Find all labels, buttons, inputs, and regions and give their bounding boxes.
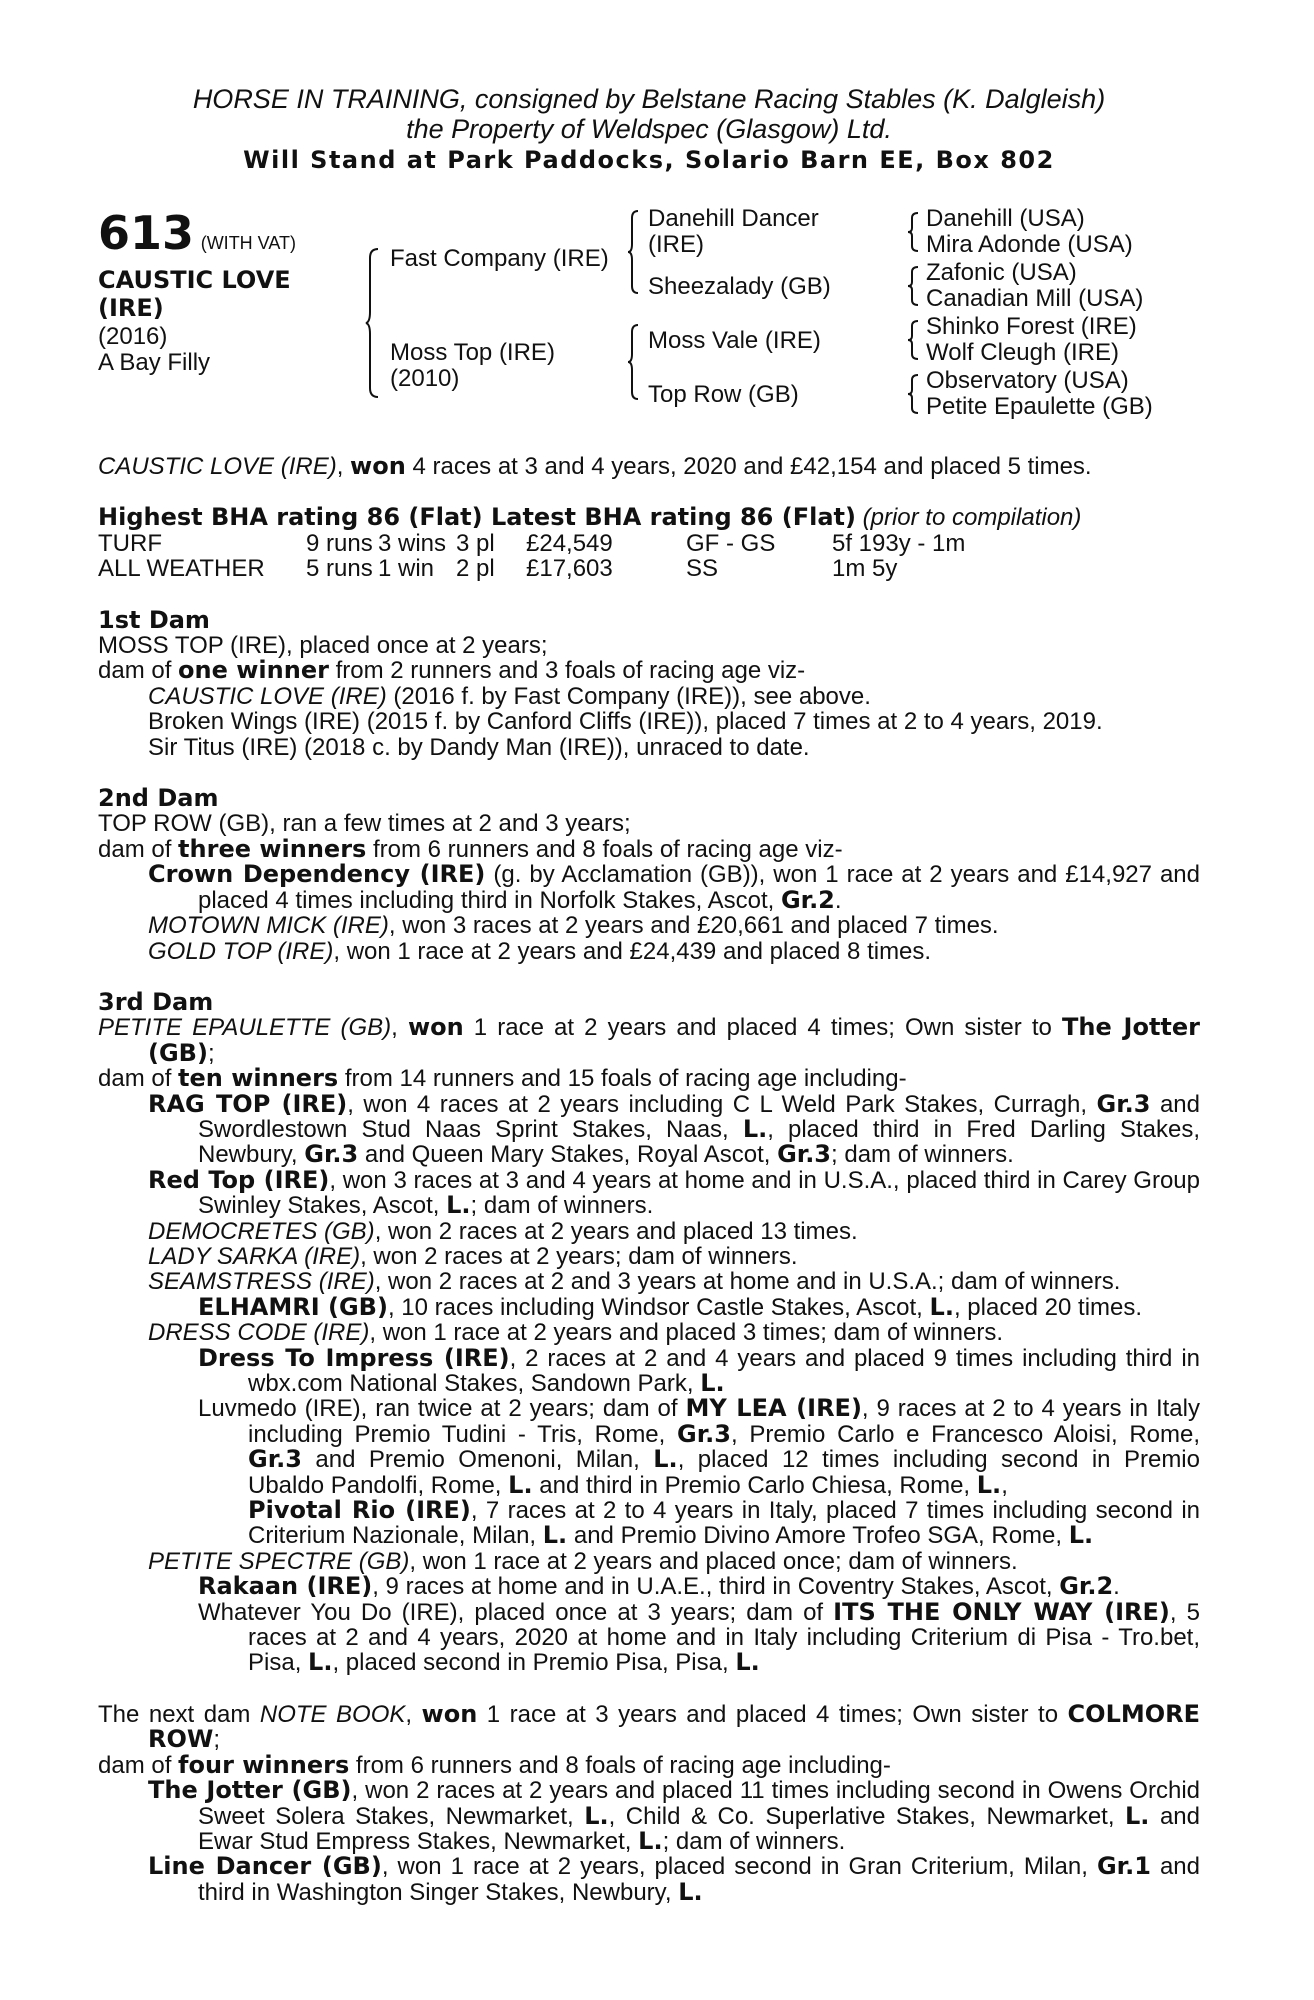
- third-dam-heading: 3rd Dam: [98, 987, 214, 1016]
- first-dam-section: 1st Dam MOSS TOP (IRE), placed once at 2 years; dam of one winner from 2 runners and 3 foals of racing age viz- CAUSTIC LOVE (IRE) (2016 f. by Fast Company (IRE)), see above. Broken Wings (IRE) (2015 f. by Canford Cliffs (IRE)), placed 7 times at 2 to 4 years, 2019. Sir Titus (IRE) (2018 c. by Dandy Man (IRE)), unraced to date.: [98, 608, 1200, 760]
- sire-sire-suffix: (IRE): [648, 231, 704, 258]
- progeny-item: CAUSTIC LOVE (IRE) (2016 f. by Fast Company (IRE)), see above.: [148, 682, 871, 710]
- lot-heading: [98, 208, 296, 258]
- dam-year: (2010): [390, 365, 460, 392]
- record-dist: 1m 5y: [832, 555, 898, 583]
- horse-name: CAUSTIC LOVE: [98, 266, 291, 294]
- progeny-item: RAG TOP (IRE), won 4 races at 2 years including C L Weld Park Stakes, Curragh, Gr.3 and Swordlestown Stud Naas Sprint Stakes, Naas, L., placed third in Fred Darling Stakes, Newbury, Gr.3 and Queen Mary Stakes, Royal Ascot, Gr.3; dam of winners.: [148, 1089, 1200, 1169]
- record-dist: 5f 193y - 1m: [832, 529, 966, 557]
- gen3-dam-sire-dam: Wolf Cleugh (IRE): [926, 339, 1119, 366]
- pedigree-brace-sire: [628, 210, 640, 294]
- record-pl: 2 pl: [456, 555, 495, 583]
- progeny-item: Luvmedo (IRE), ran twice at 2 years; dam of MY LEA (IRE), 9 races at 2 to 4 years in Italy including Premio Tudini - Tris, Rome, Gr.3, Premio Carlo e Francesco Aloisi, Rome, Gr.3 and Premio Omenoni, Milan, L., placed 12 times including second in Premio Ubaldo Pandolfi, Rome, L. and third in Premio Carlo Chiesa, Rome, L., Pivotal Rio (IRE), 7 races at 2 to 4 years in Italy, placed 7 times including second in Criterium Nazionale, Milan, L. and Premio Divino Amore Trofeo SGA, Rome, L.: [198, 1394, 1200, 1550]
- progeny-item: Broken Wings (IRE) (2015 f. by Canford Cliffs (IRE)), placed 7 times at 2 to 4 years, 2019.: [148, 708, 1103, 736]
- record-wins: 3 wins: [378, 529, 447, 557]
- record-surface: ALL WEATHER: [98, 555, 265, 583]
- race-record-table: [98, 531, 972, 582]
- pedigree-block: [98, 206, 1200, 454]
- gen3-dam-dam-dam: Petite Epaulette (GB): [926, 393, 1153, 420]
- record-wins: 1 win: [378, 555, 435, 583]
- sire-name: Fast Company (IRE): [390, 245, 609, 272]
- progeny-item: MOTOWN MICK (IRE), won 3 races at 2 years and £20,661 and placed 7 times.: [148, 912, 999, 940]
- gen3-sire-sire-sire: Danehill (USA): [926, 205, 1085, 232]
- gen3-dam-sire-sire: Shinko Forest (IRE): [926, 313, 1137, 340]
- progeny-item: Rakaan (IRE), 9 races at home and in U.A.E., third in Coventry Stakes, Ascot, Gr.2.: [198, 1572, 1120, 1601]
- record-surface: TURF: [98, 529, 162, 557]
- race-summary: CAUSTIC LOVE (IRE), won 4 races at 3 and 4 years, 2020 and £42,154 and placed 5 times.: [98, 452, 1092, 480]
- record-pl: 3 pl: [456, 529, 495, 557]
- next-dam-section: The next dam NOTE BOOK, won 1 race at 3 years and placed 4 times; Own sister to COLMORE ROW; dam of four winners from 6 runners and 8 foals of racing age including- The Jotter (GB), won 2 races at 2 years and placed 11 times including second in Owens Orchid Sweet Solera Stakes, Newmarket, L., Child & Co. Superlative Stakes, Newmarket, L. and Ewar Stud Empress Stakes, Newmarket, L.; dam of winners. Line Dancer (GB), won 1 race at 2 years, placed second in Gran Criterium, Milan, Gr.1 and third in Washington Singer Stakes, Newbury, L.: [98, 1699, 1201, 1906]
- brace-gen3-b: [908, 266, 920, 306]
- gen3-sire-sire-dam: Mira Adonde (USA): [926, 231, 1133, 258]
- record-runs: 9 runs: [306, 529, 373, 557]
- second-dam-heading: 2nd Dam: [98, 784, 219, 813]
- sire-dam: Sheezalady (GB): [648, 273, 831, 300]
- owner-line: the Property of Weldspec (Glasgow) Ltd.: [406, 114, 892, 144]
- foaling-year: (2016): [98, 323, 168, 350]
- first-dam-heading: 1st Dam: [98, 605, 210, 634]
- bha-rating: Highest BHA rating 86 (Flat) Latest BHA rating 86 (Flat) (prior to compilation): [98, 503, 1082, 532]
- dam-sire: Moss Vale (IRE): [648, 327, 821, 354]
- third-dam-section: 3rd Dam PETITE EPAULETTE (GB), won 1 race at 2 years and placed 4 times; Own sister to The Jotter (GB); dam of ten winners from 14 runners and 15 foals of racing age including- RAG TOP (IRE), won 4 races at 2 years including C L Weld Park Stakes, Curragh, Gr.3 and Swordlestown Stud Naas Sprint Stakes, Naas, L., placed third in Fred Darling Stakes, Newbury, Gr.3 and Queen Mary Stakes, Royal Ascot, Gr.3; dam of winners. Red Top (IRE), won 3 races at 3 and 4 years at home and in U.S.A., placed third in Carey Group Swinley Stakes, Ascot, L.; dam of winners. DEMOCRETES (GB), won 2 races at 2 years and placed 13 times. LADY SARKA (IRE), won 2 races at 2 years; dam of winners. SEAMSTRESS (IRE), won 2 races at 2 and 3 years at home and in U.S.A.; dam of winners. ELHAMRI (GB), 10 races including Windsor Castle Stakes, Ascot, L., placed 20 times. DRESS CODE (IRE), won 1 race at 2 years and placed 3 times; dam of winners. Dress To Impress (IRE), 2 races at 2 and 4 years and placed 9 times including third in wbx.com National Stakes, Sandown Park, L. Luvmedo (IRE), ran twice at 2 years; dam of MY LEA (IRE), 9 races at 2 to 4 years in Italy including Premio Tudini - Tris, Rome, Gr.3, Premio Carlo e Francesco Aloisi, Rome, Gr.3 and Premio Omenoni, Milan, L., placed 12 times including second in Premio Ubaldo Pandolfi, Rome, L. and third in Premio Carlo Chiesa, Rome, L., Pivotal Rio (IRE), 7 races at 2 to 4 years in Italy, placed 7 times including second in Criterium Nazionale, Milan, L. and Premio Divino Amore Trofeo SGA, Rome, L. PETITE SPECTRE (GB), won 1 race at 2 years and placed once; dam of winners. Rakaan (IRE), 9 races at home and in U.A.E., third in Coventry Stakes, Ascot, Gr.2. Whatever You Do (IRE), placed once at 3 years; dam of ITS THE ONLY WAY (IRE), 5 races at 2 and 4 years, 2020 at home and in Italy including Criterium di Pisa - Tro.bet, Pisa, L., placed second in Premio Pisa, Pisa, L.: [98, 987, 1201, 1677]
- record-row: [98, 531, 972, 556]
- vat-note: (WITH VAT): [200, 233, 297, 253]
- progeny-item: Whatever You Do (IRE), placed once at 3 years; dam of ITS THE ONLY WAY (IRE), 5 races at 2 and 4 years, 2020 at home and in Italy including Criterium di Pisa - Tro.bet, Pisa, L., placed second in Premio Pisa, Pisa, L.: [198, 1597, 1200, 1677]
- progeny-item: LADY SARKA (IRE), won 2 races at 2 years; dam of winners.: [148, 1242, 798, 1270]
- record-row: [98, 556, 972, 581]
- gen3-sire-dam-dam: Canadian Mill (USA): [926, 285, 1144, 312]
- sire-sire: Danehill Dancer: [648, 205, 819, 232]
- record-runs: 5 runs: [306, 555, 373, 583]
- gen3-dam-dam-sire: Observatory (USA): [926, 367, 1129, 394]
- record-prize: £24,549: [526, 529, 613, 557]
- pedigree-brace-main: [366, 248, 380, 398]
- record-going: SS: [686, 555, 719, 583]
- progeny-item: Crown Dependency (IRE) (g. by Acclamation (GB)), won 1 race at 2 years and £14,927 and placed 4 times including third in Norfolk Stakes, Ascot, Gr.2.: [148, 860, 1200, 914]
- progeny-item: PETITE SPECTRE (GB), won 1 race at 2 years and placed once; dam of winners.: [148, 1547, 1018, 1575]
- record-prize: £17,603: [526, 555, 613, 583]
- progeny-item: ELHAMRI (GB), 10 races including Windsor Castle Stakes, Ascot, L., placed 20 times.: [198, 1292, 1143, 1321]
- lot-number: 613: [98, 206, 195, 260]
- consignor-line: HORSE IN TRAINING, consigned by Belstane Racing Stables (K. Dalgleish): [192, 84, 1106, 114]
- progeny-item: Red Top (IRE), won 3 races at 3 and 4 years at home and in U.S.A., placed third in Carey Group Swinley Stakes, Ascot, L.; dam of winners.: [148, 1165, 1200, 1220]
- progeny-item: GOLD TOP (IRE), won 1 race at 2 years and £24,439 and placed 8 times.: [148, 937, 932, 965]
- progeny-item: Dress To Impress (IRE), 2 races at 2 and 4 years and placed 9 times including third in wbx.com National Stakes, Sandown Park, L.: [198, 1343, 1200, 1397]
- progeny-item: The Jotter (GB), won 2 races at 2 years and placed 11 times including second in Owens Orchid Sweet Solera Stakes, Newmarket, L., Child & Co. Superlative Stakes, Newmarket, L. and Ewar Stud Empress Stakes, Newmarket, L.; dam of winners.: [148, 1776, 1200, 1855]
- second-dam-section: 2nd Dam TOP ROW (GB), ran a few times at 2 and 3 years; dam of three winners from 6 runners and 8 foals of racing age viz- Crown Dependency (IRE) (g. by Acclamation (GB)), won 1 race at 2 years and £14,927 and placed 4 times including third in Norfolk Stakes, Ascot, Gr.2. MOTOWN MICK (IRE), won 3 races at 2 years and £20,661 and placed 7 times. GOLD TOP (IRE), won 1 race at 2 years and £24,439 and placed 8 times.: [98, 784, 1200, 965]
- progeny-item: DEMOCRETES (GB), won 2 races at 2 years and placed 13 times.: [148, 1217, 858, 1245]
- catalogue-page: [98, 84, 1200, 1905]
- progeny-item: Line Dancer (GB), won 1 race at 2 years, placed second in Gran Criterium, Milan, Gr.1 and third in Washington Singer Stakes, Newbury, L.: [148, 1852, 1200, 1906]
- dam-name: Moss Top (IRE): [390, 339, 555, 366]
- horse-name-suffix: (IRE): [98, 294, 164, 322]
- brace-gen3-a: [908, 212, 920, 252]
- progeny-item: DRESS CODE (IRE), won 1 race at 2 years and placed 3 times; dam of winners.: [148, 1319, 1004, 1347]
- stable-location-line: Will Stand at Park Paddocks, Solario Barn EE, Box 802: [243, 146, 1055, 174]
- progeny-item: SEAMSTRESS (IRE), won 2 races at 2 and 3 years at home and in U.S.A.; dam of winners.: [148, 1268, 1121, 1296]
- brace-gen3-c: [908, 320, 920, 360]
- brace-gen3-d: [908, 374, 920, 414]
- pedigree-brace-dam: [628, 324, 640, 400]
- dam-dam: Top Row (GB): [648, 381, 799, 408]
- record-going: GF - GS: [686, 529, 776, 557]
- horse-description: A Bay Filly: [98, 349, 211, 376]
- progeny-item: Sir Titus (IRE) (2018 c. by Dandy Man (IRE)), unraced to date.: [148, 733, 810, 761]
- gen3-sire-dam-sire: Zafonic (USA): [926, 259, 1077, 286]
